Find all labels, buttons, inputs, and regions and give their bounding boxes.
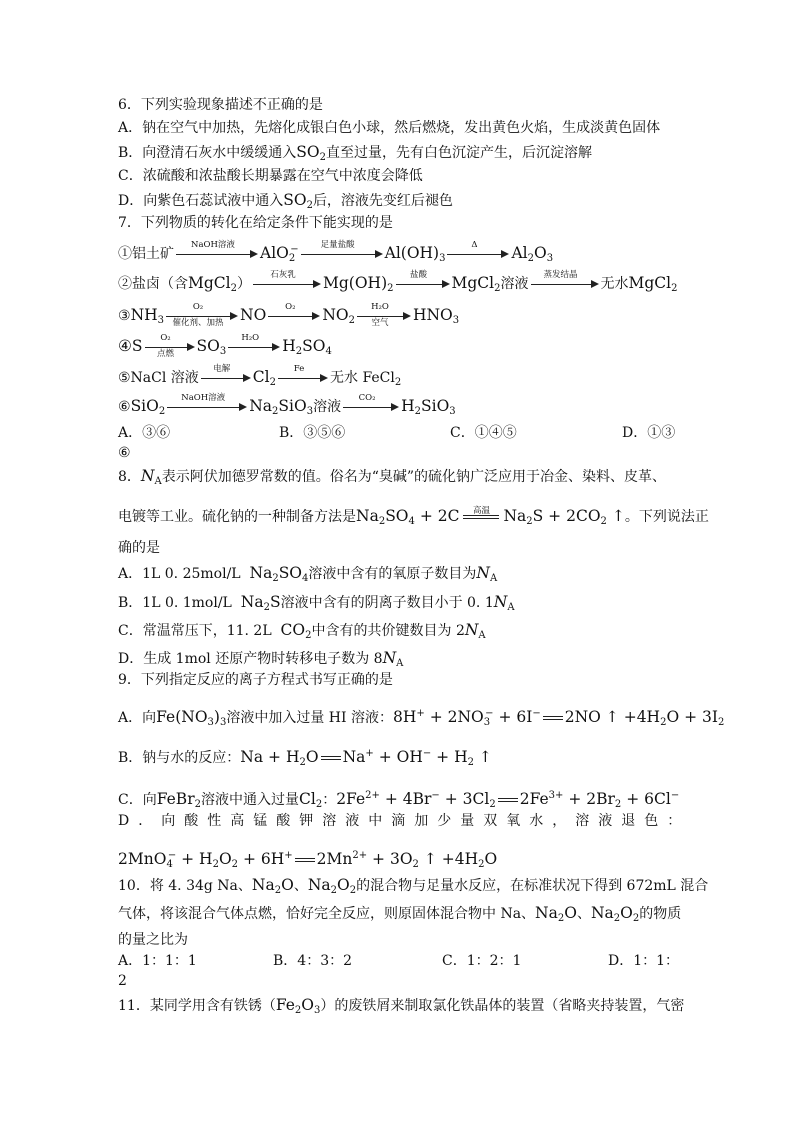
q7-route-3: $③NH_3$ O₂ 催化剂、加热 NO O₂ $NO_2$ H₂O 空气 $HNO_3$ xyxy=(118,302,460,328)
q10-option-a: A．1：1：1 xyxy=(118,953,197,969)
reaction-arrow: 盐酸 xyxy=(396,274,450,294)
q9-option-a: A．向$Fe(NO_3)_3$溶液中加入过量 HI 溶液：$8H^+ + 2NO_3^- + 6I^-$ 2NO ↑ $+4H_2O + 3I_2$ xyxy=(118,708,725,728)
reaction-arrow: NaOH溶液 xyxy=(176,244,258,264)
q9-option-c: C．向FeBr$_2$溶液中通入过量$Cl_2$：$2Fe^{2+} + 4Br^- + 3Cl_2$ $2Fe^{3+} + 2Br_2 + 6Cl^-$ xyxy=(118,790,680,810)
q6-option-c: C．浓硫酸和浓盐酸长期暴露在空气中浓度会降低 xyxy=(118,168,423,184)
q6-option-d: D．向紫色石蕊试液中通入$SO_2$后，溶液先变红后褪色 xyxy=(118,191,453,211)
reaction-arrow: O₂ 催化剂、加热 xyxy=(166,306,238,326)
q7-route-1: ①铝土矿 NaOH溶液 AlO$_2$− 足量盐酸 $Al(OH)_3$ Δ $Al_2O_3$ xyxy=(118,240,554,264)
q7-route-4: ④S O₂ 点燃 $SO_3$ H₂O $H_2SO_4$ xyxy=(118,333,332,359)
q8-option-d: D．生成 1mol 还原产物时转移电子数为 $8N_A$ xyxy=(118,649,404,669)
q10-option-c: C．1：2：1 xyxy=(442,953,522,969)
reaction-arrow: O₂ xyxy=(268,306,320,326)
q7-option-b: B．③⑤⑥ xyxy=(279,425,346,441)
reaction-arrow: Δ xyxy=(447,244,509,264)
reaction-arrow: O₂ 点燃 xyxy=(145,337,195,357)
q10-stem-line-3: 的量之比为 xyxy=(118,932,188,948)
q8-option-c: C．常温常压下，11. 2L $CO_2$中含有的共价键数目为 $2N_A$ xyxy=(118,621,486,641)
equals-sign xyxy=(321,748,341,768)
equals-sign xyxy=(543,708,563,728)
q7-route-2: ②盐卤（含MgCl$_2$） 石灰乳 $Mg(OH)_2$ 盐酸 MgCl$_2$溶液 蒸发结晶 无水MgCl$_2$ xyxy=(118,270,678,294)
equals-condition: 高温 xyxy=(463,507,499,527)
reaction-arrow: 蒸发结晶 xyxy=(531,274,599,294)
q6-stem: 6．下列实验现象描述不正确的是 xyxy=(118,97,323,113)
q8-stem-line-2: 电镀等工业。硫化钠的一种制备方法是$Na_2SO_4 + 2C$ 高温 $Na_2S + 2CO_2$ ↑。下列说法正 xyxy=(118,506,709,527)
q7-option-a: A．③⑥ xyxy=(118,425,171,441)
q7-route-5: ⑤NaCl 溶液 电解 $Cl_2$ Fe 无水 FeCl$_2$ xyxy=(118,364,402,388)
q7-stem: 7．下列物质的转化在给定条件下能实现的是 xyxy=(118,215,393,231)
q10-stem-line-1: 10．将 4. 34g Na、$Na_2O$、$Na_2O_2$的混合物与足量水反应，在标准状况下得到 672mL 混合 xyxy=(118,876,709,896)
q7-option-d-wrap: ⑥ xyxy=(118,445,131,461)
q8-stem-line-1: 8．$N_A$表示阿伏加德罗常数的值。俗名为“臭碱”的硫化钠广泛应用于冶金、染料、皮革、 xyxy=(118,467,667,487)
q8-option-a: A．1L 0. 25mol/L $Na_2SO_4$溶液中含有的氧原子数目为$N_A$ xyxy=(118,564,498,584)
reaction-arrow: 电解 xyxy=(201,368,251,388)
reaction-arrow: 足量盐酸 xyxy=(301,244,383,264)
q6-option-a: A．钠在空气中加热，先熔化成银白色小球，然后燃烧，发出黄色火焰，生成淡黄色固体 xyxy=(118,120,661,136)
equals-sign xyxy=(498,790,518,810)
reaction-arrow: 石灰乳 xyxy=(253,274,321,294)
reaction-arrow: H₂O 空气 xyxy=(357,306,411,326)
q9-option-d: D．向酸性高锰酸钾溶液中滴加少量双氧水，溶液退色： xyxy=(118,813,691,829)
q10-option-b: B．4：3：2 xyxy=(273,953,353,969)
equals-sign xyxy=(295,850,315,870)
q10-option-d: D．1：1： xyxy=(608,953,680,969)
reaction-arrow: H₂O xyxy=(228,337,280,357)
q7-route-6: ⑥SiO$_2$ NaOH溶液 $Na_2SiO_3$溶液 CO₂ $H_2SiO_3$ xyxy=(118,393,456,417)
q7-option-d: D．①③ xyxy=(622,425,676,441)
q8-stem-line-3: 确的是 xyxy=(118,540,160,556)
q6-option-b: B．向澄清石灰水中缓缓通入$SO_2$直至过量，先有白色沉淀产生，后沉淀溶解 xyxy=(118,143,592,163)
reaction-arrow: CO₂ xyxy=(343,397,399,417)
q7-option-c: C．①④⑤ xyxy=(450,425,517,441)
q9-option-d-equation: $2MnO_4^- + H_2O_2 + 6H^+$ $2Mn^{2+} + 3O_2$ ↑ $+4H_2O$ xyxy=(118,850,498,870)
q10-stem-line-2: 气体，将该混合气体点燃，恰好完全反应，则原固体混合物中 Na、$Na_2O$、$Na_2O_2$的物质 xyxy=(118,904,682,924)
q9-stem: 9．下列指定反应的离子方程式书写正确的是 xyxy=(118,672,393,688)
q11-stem: 11．某同学用含有铁锈$(Fe_2O_3)$的废铁屑来制取氯化铁晶体的装置（省略夹持装置，气密 xyxy=(118,996,685,1016)
q10-option-d-wrap: 2 xyxy=(118,973,127,989)
reaction-arrow: Fe xyxy=(278,368,328,388)
q9-option-b: B．钠与水的反应：$Na + H_2O$ $Na^+ + OH^- + H_2$ ↑ xyxy=(118,748,492,768)
reaction-arrow: NaOH溶液 xyxy=(167,397,247,417)
q8-option-b: B．1L 0. 1mol/L $Na_2S$溶液中含有的阴离子数目小于 0. $1N_A$ xyxy=(118,593,515,613)
